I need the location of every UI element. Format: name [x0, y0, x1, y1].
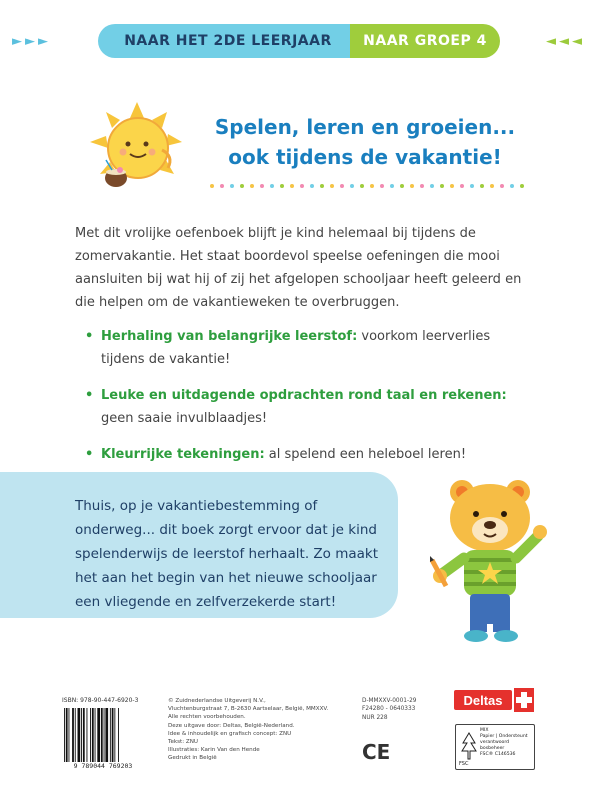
credit-line: Tekst: ZNU	[168, 739, 199, 746]
left-arrows-icon: ►►►	[12, 34, 51, 49]
dot	[460, 184, 464, 188]
dot	[330, 184, 334, 188]
dot	[360, 184, 364, 188]
barcode-bar	[114, 708, 115, 768]
feature-item	[85, 325, 535, 371]
fsc-text	[480, 728, 534, 758]
dot	[250, 184, 254, 188]
dot	[310, 184, 314, 188]
barcode-bar	[83, 708, 85, 768]
grade-label-netherlands: NAAR GROEP 4	[350, 24, 500, 58]
barcode-bar	[110, 708, 111, 768]
barcode-bar	[97, 708, 100, 768]
credit-line: Deze uitgave door: Deltas, België-Nederland.	[168, 722, 295, 729]
dot	[230, 184, 234, 188]
intro-paragraph: Met dit vrolijke oefenboek blijft je kind helemaal bij tijdens de zomervakantie. Het staat boordevol speelse oefeningen die mooi aansluiten bij wat hij of zij het afgelopen schooljaar heeft geleerd en die helpen om de vakantieweken te overbruggen.	[75, 226, 522, 310]
feature-title: Herhaling van belangrijke leerstof:	[101, 329, 358, 344]
barcode-bar	[72, 708, 74, 768]
feature-title: Kleurrijke tekeningen:	[101, 447, 265, 462]
sun-illustration	[82, 100, 192, 200]
dot	[280, 184, 284, 188]
barcode-bar	[90, 708, 91, 768]
credit-line: Alle rechten voorbehouden.	[168, 714, 246, 721]
code-line: D-MMXXV-0001-29	[362, 698, 417, 704]
fsc-line: Papier | Ondersteunt	[480, 734, 528, 739]
headline	[200, 112, 530, 172]
barcode-bar	[92, 708, 94, 768]
feature-item	[85, 384, 535, 430]
barcode-bar	[75, 708, 76, 768]
dot	[260, 184, 264, 188]
right-arrows-icon: ◄◄◄	[546, 34, 585, 49]
feature-text: geen saaie invulblaadjes!	[101, 411, 268, 426]
credit-line: © Zuidnederlandse Uitgeverij N.V.,	[168, 698, 266, 704]
svg-text:Deltas: Deltas	[463, 693, 503, 708]
credit-line: Vluchtenburgstraat 7, B-2630 Aartselaar, België, MMXXV.	[168, 706, 329, 713]
dot	[510, 184, 514, 188]
dot	[480, 184, 484, 188]
ce-mark: CE	[362, 740, 391, 764]
dot	[220, 184, 224, 188]
feature-text: voorkom leerverlies tijdens de vakantie!	[101, 329, 491, 367]
dot	[380, 184, 384, 188]
deltas-logo	[454, 688, 534, 712]
product-codes	[362, 697, 442, 722]
credit-line: Idee & inhoudelijk en grafisch concept: ZNU	[168, 730, 292, 737]
barcode-number: 9 789044 769203	[62, 762, 144, 770]
barcode-bar	[105, 708, 108, 768]
credit-line: Gedrukt in België	[168, 755, 217, 762]
dot	[320, 184, 324, 188]
dot	[450, 184, 454, 188]
code-line: NUR 228	[362, 714, 388, 721]
dot	[410, 184, 414, 188]
dot	[440, 184, 444, 188]
feature-text: al spelend een heleboel leren!	[264, 447, 467, 462]
publisher-credits	[168, 697, 338, 763]
dot	[270, 184, 274, 188]
fsc-line: verantwoord bosbeheer	[480, 740, 510, 751]
dot	[340, 184, 344, 188]
dot	[210, 184, 214, 188]
top-banner	[0, 24, 599, 62]
barcode-bar	[112, 708, 114, 768]
summary-text: Thuis, op je vakantiebestemming of onderweg... dit boek zorgt ervoor dat je kind spelenderwijs de leerstof herhaalt. Zo maakt het aan het begin van het nieuwe schooljaar een vliegende en zelfverzekerde start!	[75, 498, 379, 610]
fsc-line: MIX	[480, 728, 489, 733]
dot	[490, 184, 494, 188]
dot	[350, 184, 354, 188]
barcode-bar	[101, 708, 103, 768]
decorative-dots	[210, 184, 530, 192]
barcode-bar	[66, 708, 68, 768]
barcode-bar	[87, 708, 88, 768]
fsc-label	[455, 724, 535, 770]
dot	[390, 184, 394, 188]
barcode-bar	[64, 708, 65, 768]
dot	[400, 184, 404, 188]
fsc-name: FSC	[459, 761, 469, 767]
isbn-text: ISBN: 978-90-447-6920-3	[62, 697, 139, 704]
fsc-line: FSC® C146536	[480, 752, 516, 757]
barcode-bar	[118, 708, 119, 768]
barcode-image	[62, 708, 144, 768]
barcode-bar	[69, 708, 70, 768]
dot	[370, 184, 374, 188]
barcode-bar	[104, 708, 105, 768]
code-line: F24280 - 0640333	[362, 706, 416, 713]
dot	[300, 184, 304, 188]
fsc-tree-icon	[460, 731, 478, 761]
dot	[520, 184, 524, 188]
feature-item	[85, 443, 535, 466]
feature-list	[85, 325, 535, 479]
dot	[290, 184, 294, 188]
feature-title: Leuke en uitdagende opdrachten rond taal en rekenen:	[101, 388, 507, 403]
credit-line: Illustraties: Karin Van den Hende	[168, 747, 260, 754]
bear-illustration	[420, 470, 560, 645]
barcode-bar	[95, 708, 96, 768]
dot	[430, 184, 434, 188]
dot	[240, 184, 244, 188]
headline-line-1: Spelen, leren en groeien...	[214, 115, 516, 139]
dot	[470, 184, 474, 188]
summary-box	[0, 472, 398, 618]
dot	[420, 184, 424, 188]
barcode-bar	[78, 708, 81, 768]
grade-label-belgium: NAAR HET 2DE LEERJAAR	[98, 24, 358, 58]
headline-line-2: ook tijdens de vakantie!	[228, 145, 502, 169]
dot	[500, 184, 504, 188]
barcode-bar	[81, 708, 82, 768]
